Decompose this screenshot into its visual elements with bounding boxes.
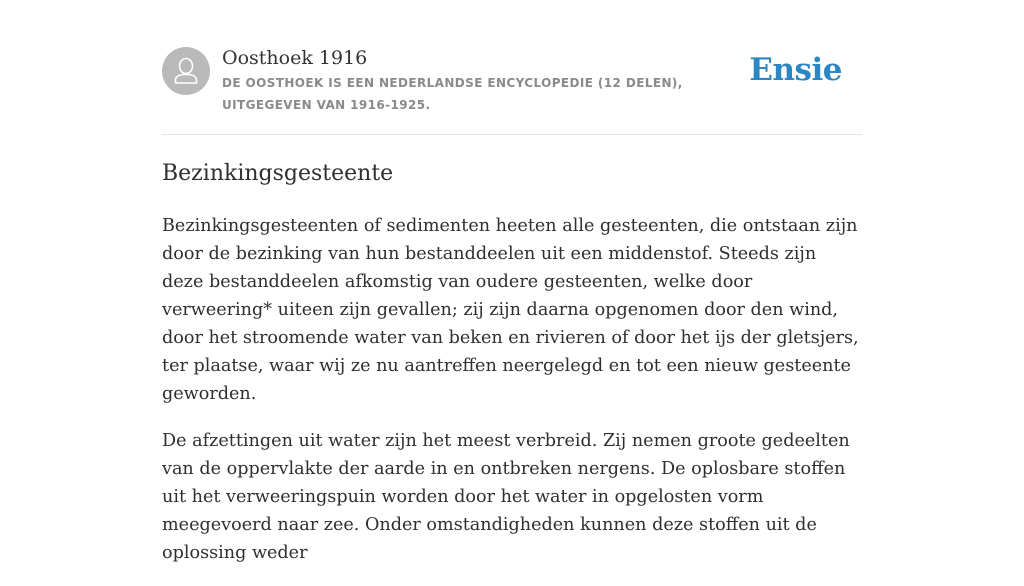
ensie-logo-link[interactable]: Ensie <box>749 52 842 88</box>
user-icon <box>162 47 210 95</box>
article-paragraph: Bezinkingsgesteenten of sedimenten heeten alle gesteenten, die ontstaan zijn door de bezinking van hun bestanddeelen uit een middenstof. Steeds zijn deze bestanddeelen afkomstig van oudere gesteenten, welke door verweering* uiteen zijn gevallen; zij zijn daarna opgenomen door den wind, door het stroomende water van beken en rivieren of door het ijs der gletsjers, ter plaatse, waar wij ze nu aantreffen neergelegd en tot een nieuw gesteente geworden. <box>162 216 859 404</box>
source-title[interactable]: Oosthoek 1916 <box>222 47 368 69</box>
article-body <box>162 212 862 586</box>
source-avatar[interactable] <box>162 47 210 95</box>
source-header <box>162 0 862 135</box>
article-title: Bezinkingsgesteente <box>162 161 394 186</box>
content-container <box>162 0 862 563</box>
article-paragraph: De afzettingen uit water zijn het meest verbreid. Zij nemen groote gedeelten van de oppervlakte der aarde in en ontbreken nergens. De oplosbare stoffen uit het verweeringspuin worden door het water in opgelosten vorm meegevoerd naar zee. Onder omstandigheden kunnen deze stoffen uit de oplossing weder <box>162 431 850 563</box>
source-description: DE OOSTHOEK IS EEN NEDERLANDSE ENCYCLOPEDIE (12 DELEN), UITGEGEVEN VAN 1916-1925. <box>222 76 683 112</box>
